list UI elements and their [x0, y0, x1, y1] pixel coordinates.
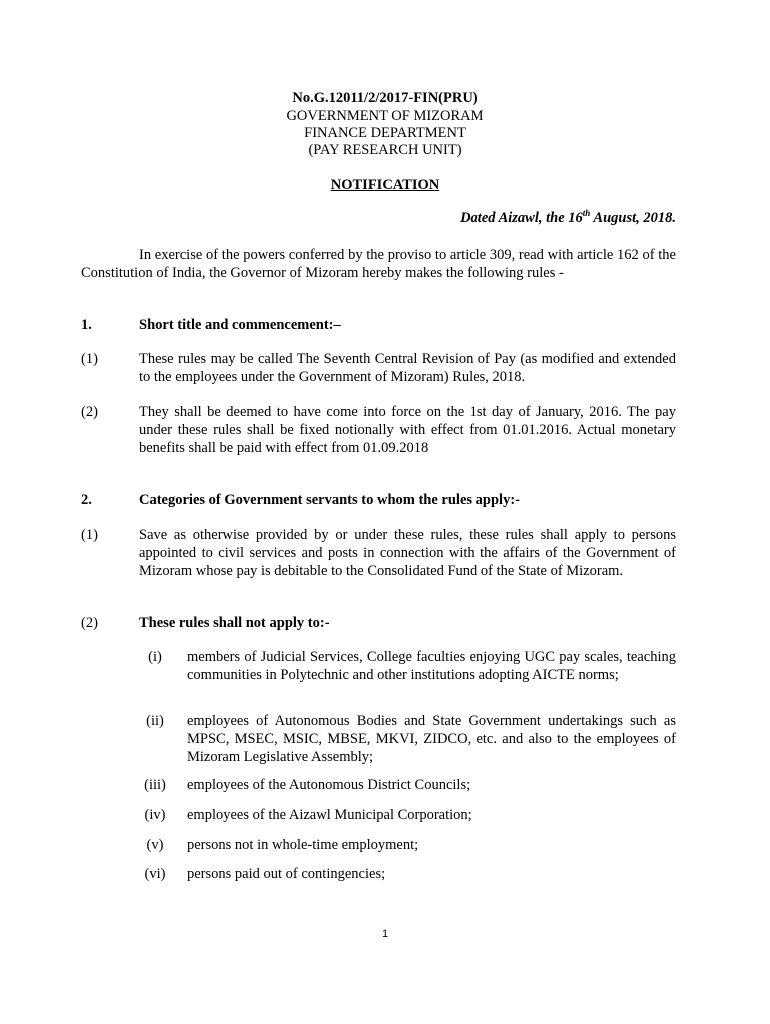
subitem-vi-text: persons paid out of contingencies;	[187, 866, 386, 882]
department-name: FINANCE DEPARTMENT	[304, 125, 466, 141]
dated-sup: th	[582, 208, 591, 218]
subitem-iv-number: (iv)	[144, 807, 166, 823]
government-name: GOVERNMENT OF MIZORAM	[286, 108, 484, 124]
page-number: 1	[381, 928, 389, 940]
subitem-v-number: (v)	[146, 837, 164, 853]
section1-heading: Short title and commencement:–	[139, 317, 341, 333]
notification-title: NOTIFICATION	[330, 177, 440, 193]
dated-line	[460, 208, 676, 227]
section1-number: 1.	[81, 317, 92, 333]
subitem-iii-number: (iii)	[144, 777, 166, 793]
intro-paragraph: In exercise of the powers conferred by the proviso to article 309, read with article 162 of the Constitution of India, the Governor of Mizoram hereby makes the following rules -	[81, 247, 676, 281]
subitem-i-text: members of Judicial Services, College faculties enjoying UGC pay scales, teaching communities in Polytechnic and other institutions adopting AICTE norms;	[187, 649, 676, 683]
subitem-ii-number: (ii)	[146, 713, 164, 729]
section2-number: 2.	[81, 492, 92, 508]
section2-item2-number: (2)	[81, 615, 98, 631]
reference-number: No.G.12011/2/2017-FIN(PRU)	[292, 90, 478, 106]
section1-item1-text: These rules may be called The Seventh Central Revision of Pay (as modified and extended to the employees under the Government of Mizoram) Rules, 2018.	[139, 351, 676, 385]
subitem-iv-text: employees of the Aizawl Municipal Corporation;	[187, 807, 472, 823]
section2-heading: Categories of Government servants to whom the rules apply:-	[139, 492, 520, 508]
section1-item2-text: They shall be deemed to have come into force on the 1st day of January, 2016. The pay under these rules shall be fixed notionally with effect from 01.01.2016. Actual monetary benefits shall be paid with effect from 01.09.2018	[139, 404, 676, 456]
section2-item2-text: These rules shall not apply to:-	[139, 615, 330, 631]
subitem-ii-text: employees of Autonomous Bodies and State Government undertakings such as MPSC, MSEC, MSIC, MBSE, MKVI, ZIDCO, etc. and also to the employees of Mizoram Legislative Assembly;	[187, 713, 676, 765]
subitem-vi-number: (vi)	[144, 866, 166, 882]
subitem-v-text: persons not in whole-time employment;	[187, 837, 419, 853]
dated-suffix: August, 2018.	[590, 209, 676, 226]
dated-prefix: Dated Aizawl, the 16	[460, 209, 583, 226]
section2-item1-number: (1)	[81, 527, 98, 543]
section2-item1-text: Save as otherwise provided by or under these rules, these rules shall apply to persons appointed to civil services and posts in connection with the affairs of the Government of Mizoram whose pay is debitable to the Consolidated Fund of the State of Mizoram.	[139, 527, 676, 579]
subitem-i-number: (i)	[148, 649, 162, 665]
section1-item2-number: (2)	[81, 404, 98, 420]
unit-name: (PAY RESEARCH UNIT)	[308, 142, 462, 158]
subitem-iii-text: employees of the Autonomous District Councils;	[187, 777, 471, 793]
section1-item1-number: (1)	[81, 351, 98, 367]
